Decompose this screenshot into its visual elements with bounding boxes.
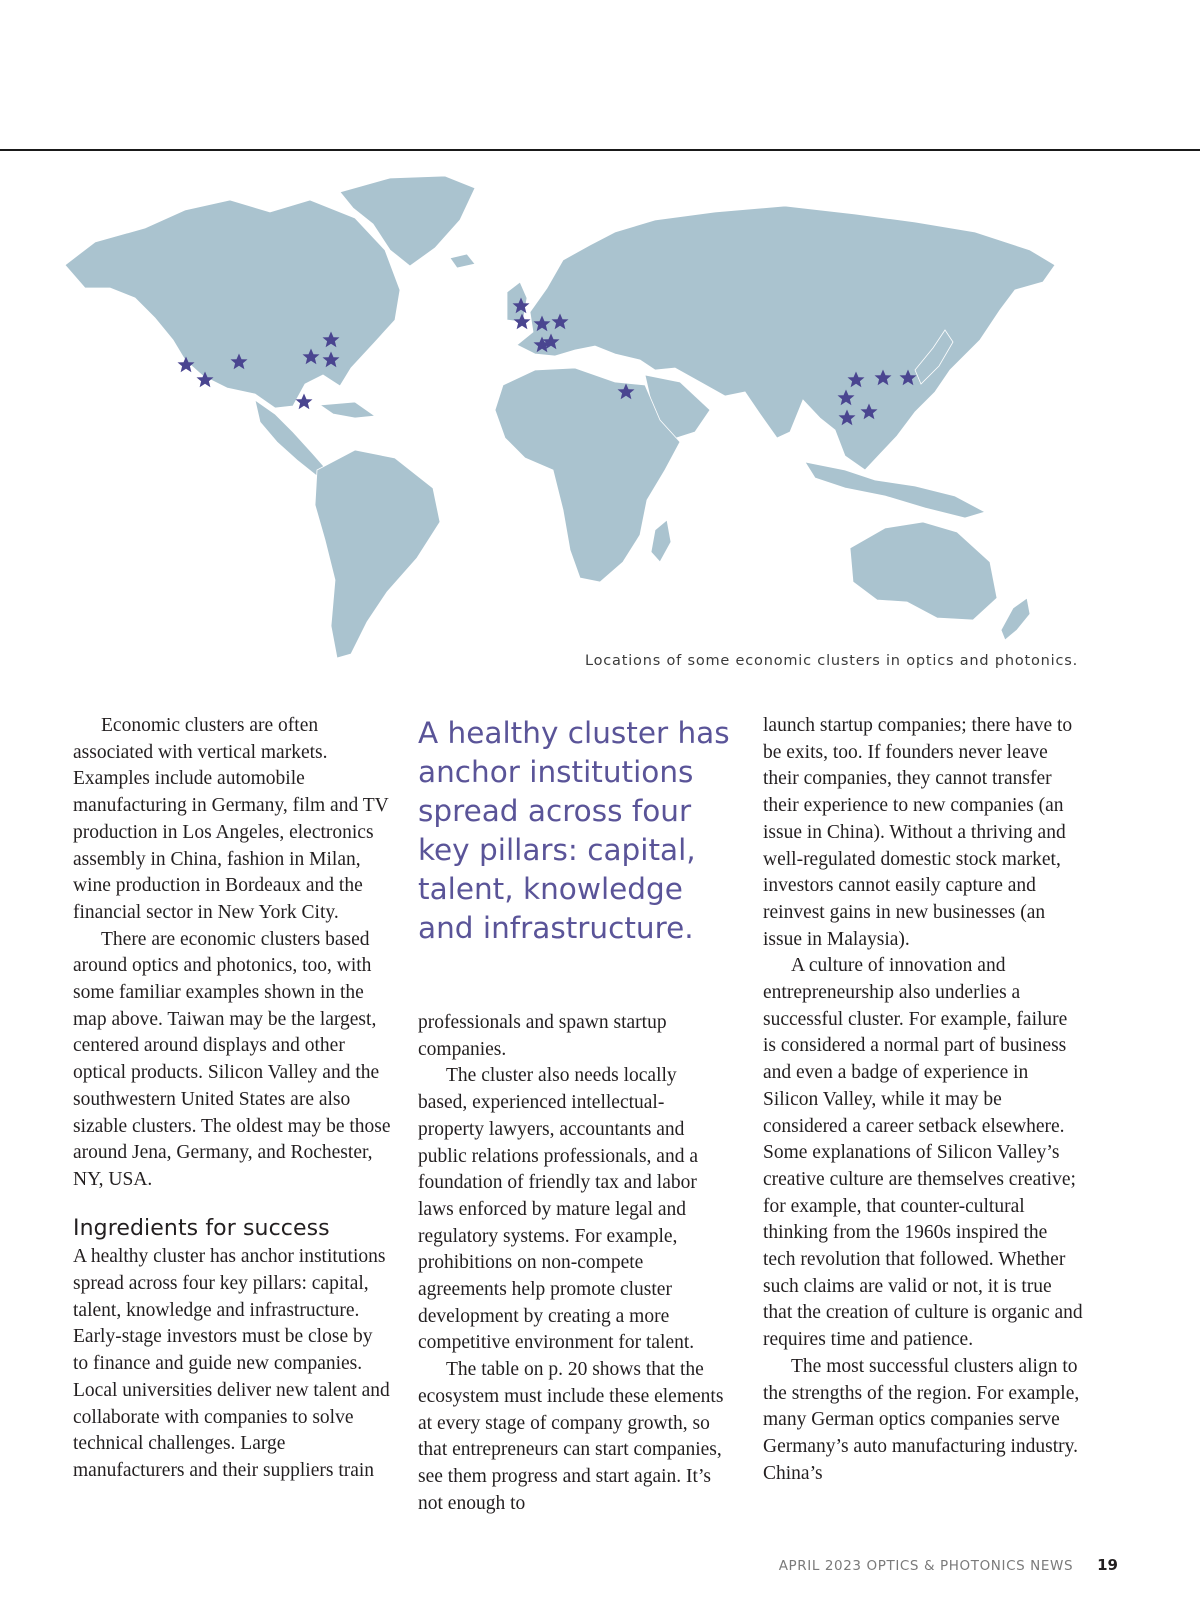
southeast-asia-islands: [805, 462, 985, 518]
uk-ireland: [507, 282, 527, 322]
iceland: [450, 254, 475, 268]
paragraph: The cluster also needs locally based, experienced intellectual-property lawyers, accountants and public relations professionals, and a foundation of friendly tax and labor laws enforced by mature legal and regulatory systems. For example, prohibitions on non-compete agreements help promote cluster development by creating a more competitive environment for talent.: [418, 1065, 698, 1354]
paragraph: There are economic clusters based around optics and photonics, too, with some familiar examples shown in the map above. Taiwan may be the largest, centered around displays and other optical products. Silicon Valley and the southwestern United States are also sizable clusters. The oldest may be those around Jena, Germany, and Rochester, NY, USA.: [73, 928, 391, 1190]
land-masses: [65, 176, 1055, 658]
issue-label: APRIL 2023 OPTICS & PHOTONICS NEWS: [778, 1558, 1074, 1574]
central-america: [255, 400, 327, 476]
section-heading: Ingredients for success: [73, 1215, 330, 1241]
page-number: 19: [1097, 1556, 1118, 1574]
page-footer: [779, 1556, 1118, 1574]
paragraph: launch startup companies; there have to be exits, too. If founders never leave their companies, they cannot transfer their experience to new companies (an issue in China). Without a thriving and well-regulated domestic stock market, investors cannot easily capture and reinvest gains in new businesses (an issue in Malaysia).: [763, 715, 1073, 950]
australia: [850, 522, 997, 620]
north-america: [65, 200, 400, 408]
paragraph: Economic clusters are often associated with vertical markets. Examples include automobile manufacturing in Germany, film and TV production in Los Angeles, electronics assembly in China, fashion in Milan, wine production in Bordeaux and the financial sector in New York City.: [73, 715, 389, 923]
south-america: [315, 450, 440, 658]
column-1: [73, 713, 391, 1485]
map-caption: Locations of some economic clusters in optics and photonics.: [584, 653, 1078, 669]
paragraph: A culture of innovation and entrepreneurship also underlies a successful cluster. For example, failure is considered a normal part of business and even a badge of experience in Silicon Valley, while it may be considered a career setback elsewhere. Some explanations of Silicon Valley’s creative culture are themselves creative; for example, that counter-cultural thinking from the 1960s inspired the tech revolution that followed. Whether such claims are valid or not, it is true that the creation of culture is organic and requires time and patience.: [763, 955, 1083, 1351]
column-3: [763, 713, 1083, 1487]
paragraph: A healthy cluster has anchor institutions spread across four key pillars: capital, talent, knowledge and infrastructure. Early-stage investors must be close by to finance and guide new companies. Local universities deliver new talent and collaborate with companies to solve technical challenges. Large manufacturers and their suppliers train: [73, 1246, 390, 1481]
paragraph: professionals and spawn startup companies.: [418, 1012, 667, 1060]
paragraph: The table on p. 20 shows that the ecosystem must include these elements at every stage of company growth, so that entrepreneurs can start companies, see them progress and start again. It’s not enough to: [418, 1359, 724, 1514]
column-2: [418, 713, 730, 1517]
pull-quote: A healthy cluster has anchor institutions spread across four key pillars: capital, talent, knowledge and infrastructure.: [418, 716, 730, 945]
caribbean: [320, 402, 375, 418]
header-rule: [0, 149, 1200, 151]
world-map: [55, 170, 1100, 670]
paragraph: The most successful clusters align to the strengths of the region. For example, many German optics companies serve Germany’s auto manufacturing industry. China’s: [763, 1355, 1080, 1484]
new-zealand: [1001, 598, 1030, 640]
madagascar: [651, 520, 671, 562]
